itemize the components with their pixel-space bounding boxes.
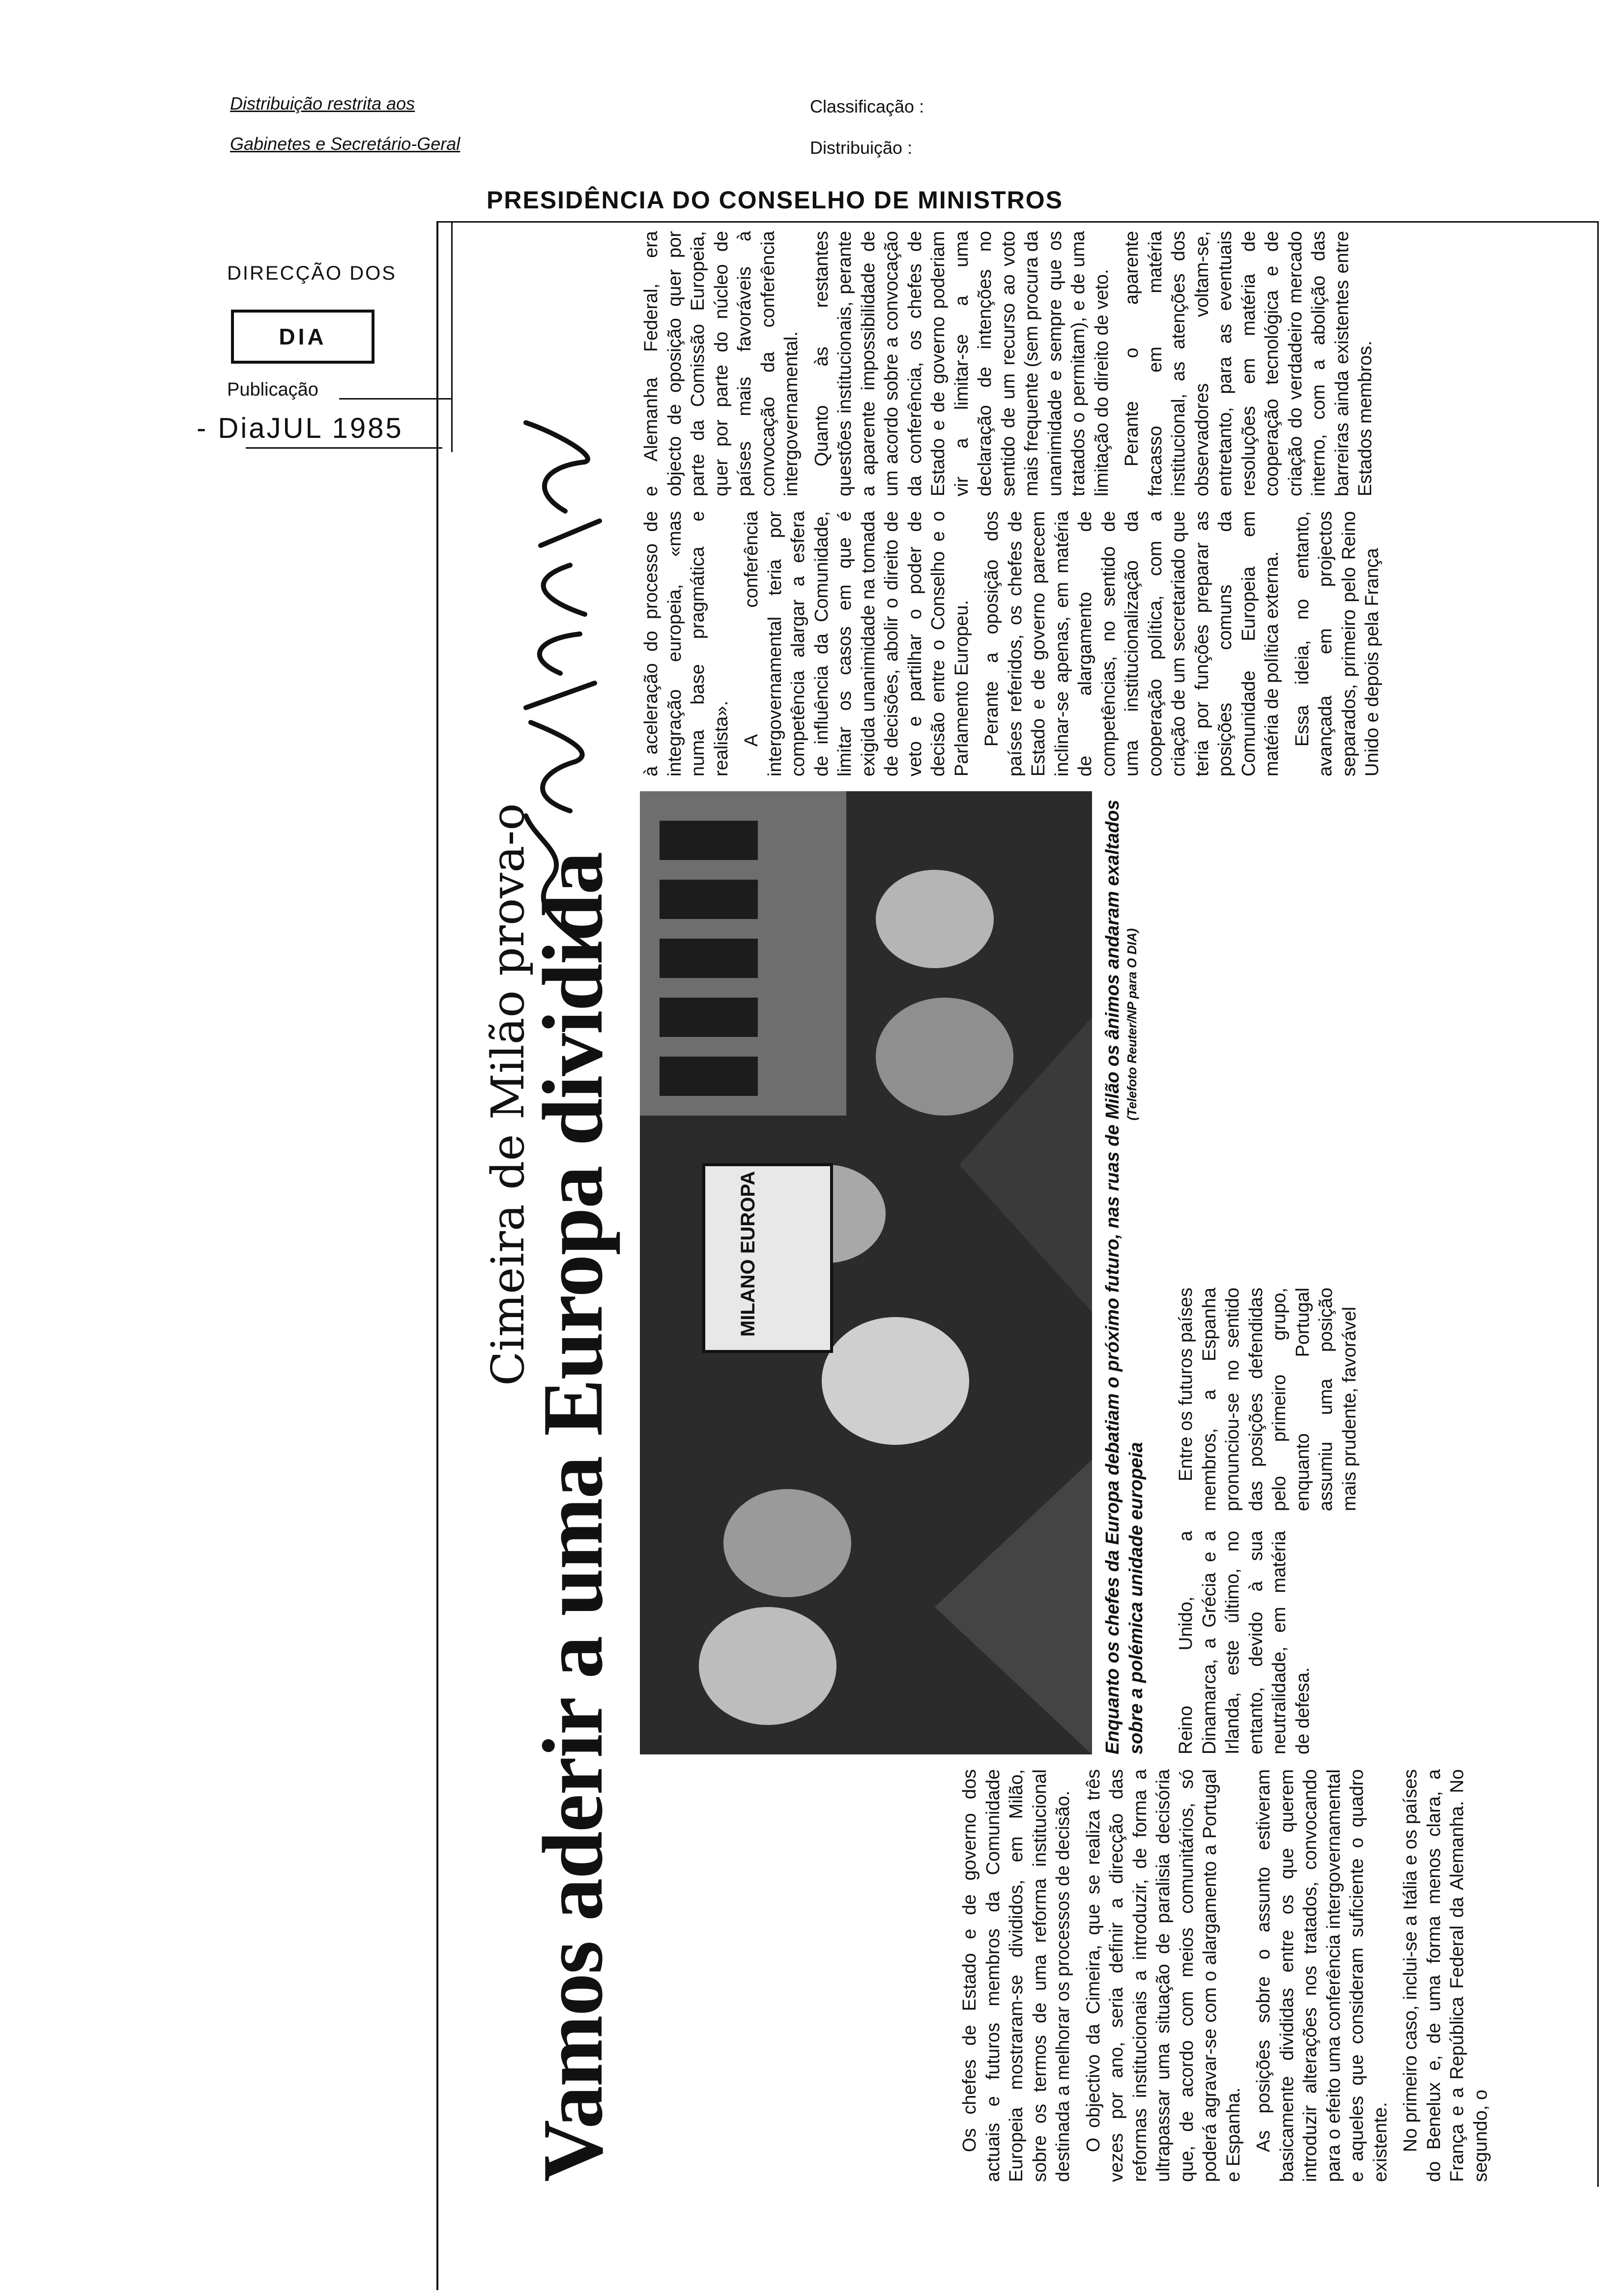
paragraph: Quanto às restantes questões institucionais, perante a aparente impossibilidade de um acordo sobre a convocação da conferência, os chefes de Estado e de governo poderiam vir a limitar-se a uma declaração de intenções no sentido de um recurso ao voto mais frequente (sem procura da unanimidade e sempre que os tratados o permitam), e de uma limitação do direito de veto. [811, 231, 1112, 496]
paragraph: No primeiro caso, inclui-se a Itália e os países do Benelux e, de uma forma menos clara, a França e a República Federal da Alemanha. No segundo, o [1400, 1769, 1491, 2182]
paragraph: e Alemanha Federal, era objecto de oposição quer por parte da Comissão Europeia, quer por parte do núcleo de países mais favoráveis à convocação da conferência intergovernamental. [641, 231, 802, 496]
news-photo [640, 791, 1092, 1754]
photo-caption: Enquanto os chefes da Europa debatiam o próximo futuro, nas ruas de Milão os ânimos andaram exaltados sobre a polémica unidade europeia [1102, 800, 1147, 1754]
distribuicao-label: Distribuição : [810, 138, 913, 158]
paragraph: Entre os futuros países membros, a Espanha pronunciou-se no sentido das posições defendidas pelo primeiro grupo, enquanto Portugal assumiu uma posição mais prudente, favorável [1176, 1288, 1360, 1511]
article-column-3 [640, 511, 1384, 776]
direccao-label: DIRECÇÃO DOS [227, 262, 397, 284]
presidencia-heading: PRESIDÊNCIA DO CONSELHO DE MINISTROS [487, 186, 1064, 214]
paragraph: Perante o aparente fracasso em matéria institucional, as atenções dos observadores voltam-se, entretanto, para as eventuais resoluções em matéria de cooperação tecnológica e de criação do verdadeiro mercado interno, com a abolição das barreiras ainda existentes entre Estados membros. [1122, 231, 1376, 496]
article-headline: Vamos aderir a uma Europa dividida [525, 852, 620, 2182]
publicacao-underline [339, 398, 452, 400]
article-kicker: Cimeira de Milão prova-o [482, 803, 534, 1386]
article-clipping [437, 226, 1597, 2182]
publication-date: - DiaJUL 1985 [197, 412, 403, 444]
paragraph: Os chefes de Estado e de governo dos actuais e futuros membros da Comunidade Europeia mostraram-se divididos, em Milão, sobre os termos de uma reforma institucional destinada a melhorar os processos de decisão. [959, 1769, 1073, 2182]
paragraph: O objectivo da Cimeira, que se realiza três vezes por ano, seria definir a direcção das reformas institucionais a introduzir, de forma a ultrapassar uma situação de paralisia decisória que, de acordo com meios comunitários, só poderá agravar-se com o alargamento a Portugal e Espanha. [1083, 1769, 1244, 2182]
photo-credit: (Telefoto Reuter/NP para O DIA) [1124, 928, 1139, 1120]
paragraph: Essa ideia, no entanto, avançada em projectos separados, primeiro pelo Reino Unido e depois pela França [1292, 511, 1382, 776]
paragraph: Perante a oposição dos países referidos, os chefes de Estado e de governo parecem inclinar-se apenas, em matéria de alargamento de competências, no sentido de uma institucionalização da cooperação política, com a criação de um secretariado que teria por funções preparar as posições comuns da Comunidade Europeia em matéria de política externa. [981, 511, 1282, 776]
publicacao-label: Publicação [227, 379, 318, 400]
paragraph: A conferência intergovernamental teria por competência alargar a esfera de influência da Comunidade, limitar os casos em que é exigida unanimidade na tomada de decisões, abolir o direito de veto e partilhar o poder de decisão entre o Conselho e o Parlamento Europeu. [741, 511, 972, 776]
publication-stamp: DIA [231, 310, 374, 364]
article-column-1 [958, 1769, 1493, 2182]
article-column-4 [640, 231, 1378, 496]
paragraph: Reino Unido, a Dinamarca, a Grécia e a Irlanda, este último, no entanto, devido à sua neutralidade, em matéria de defesa. [1176, 1531, 1313, 1754]
classificacao-label: Classificação : [810, 96, 924, 116]
clipping-right-border [1597, 221, 1599, 2187]
date-underline [246, 447, 442, 449]
clipping-top-border [436, 221, 1599, 223]
paragraph: As posições sobre o assunto estiveram basicamente divididas entre os que querem introduzir alterações nos tratados, convocando para o efeito uma conferência intergovernamental e aqueles que consideram suficiente o quadro existente. [1253, 1769, 1391, 2182]
paragraph: à aceleração do processo de integração europeia, «mas numa base pragmática e realista». [641, 511, 732, 776]
photo-sign-text: MILANO EUROPA [737, 1171, 759, 1337]
article-column-2 [1175, 1288, 1361, 1754]
distribution-line-1: Distribuição restrita aos [230, 93, 415, 114]
distribution-line-2: Gabinetes e Secretário-Geral [230, 134, 461, 154]
